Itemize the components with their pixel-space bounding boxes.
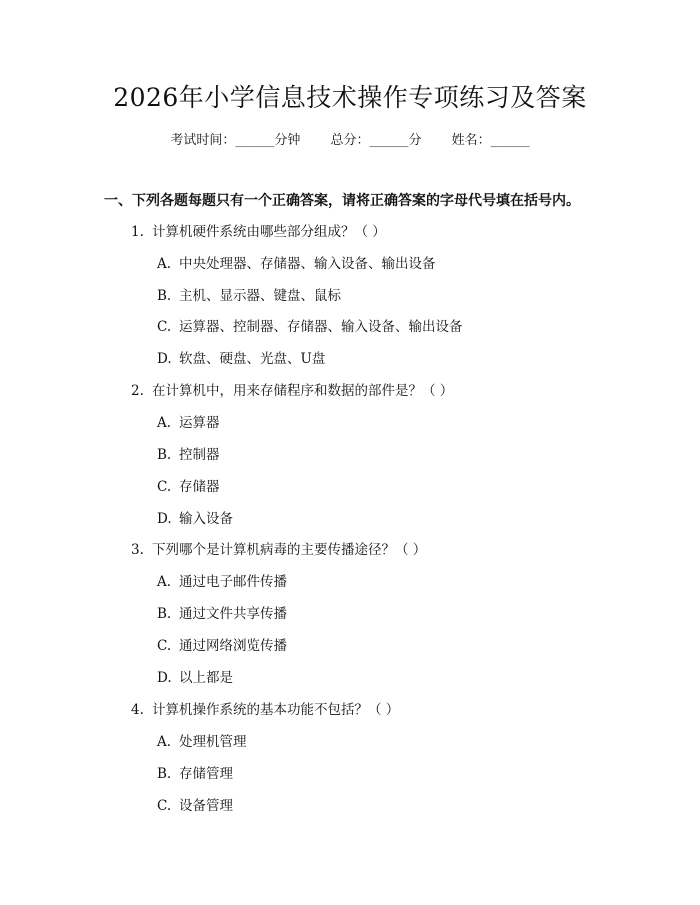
option-text: 通过网络浏览传播 <box>179 638 287 654</box>
option-text: 运算器 <box>179 415 220 431</box>
option-text: 设备管理 <box>179 798 233 814</box>
question-3-option-b <box>157 604 287 624</box>
question-text: 计算机硬件系统由哪些部分组成？（ ） <box>152 224 386 240</box>
question-1-option-b <box>157 286 341 306</box>
question-4-option-b <box>157 764 233 784</box>
option-text: 软盘、硬盘、光盘、U盘 <box>179 351 326 367</box>
question-3-option-a <box>157 572 287 592</box>
option-text: 存储管理 <box>179 766 233 782</box>
option-letter: A. <box>157 256 172 272</box>
option-letter: D. <box>157 670 172 686</box>
question-3-option-d <box>157 668 233 688</box>
question-1 <box>131 222 386 242</box>
option-text: 通过文件共享传播 <box>179 606 287 622</box>
total-score-field: 总分：______分 <box>330 133 422 148</box>
option-text: 存储器 <box>179 479 220 495</box>
question-1-option-a <box>157 254 436 274</box>
option-text: 以上都是 <box>179 670 233 686</box>
question-3-option-c <box>157 636 287 656</box>
exam-time-field: 考试时间：______分钟 <box>170 133 301 148</box>
option-text: 主机、显示器、键盘、鼠标 <box>179 288 341 304</box>
option-text: 运算器、控制器、存储器、输入设备、输出设备 <box>179 319 463 335</box>
question-number: 1. <box>131 224 144 240</box>
option-text: 控制器 <box>179 447 220 463</box>
question-3 <box>131 540 426 560</box>
option-letter: C. <box>157 798 172 814</box>
question-4-option-c <box>157 796 233 816</box>
page-title: 2026年小学信息技术操作专项练习及答案 <box>113 83 587 112</box>
question-4 <box>131 700 399 720</box>
option-letter: B. <box>157 606 172 622</box>
question-text: 计算机操作系统的基本功能不包括？（ ） <box>152 702 400 718</box>
question-2 <box>131 381 453 401</box>
option-letter: A. <box>157 574 172 590</box>
option-letter: A. <box>157 734 172 750</box>
section-heading: 一、下列各题每题只有一个正确答案，请将正确答案的字母代号填在括号内。 <box>104 193 580 209</box>
option-letter: B. <box>157 288 172 304</box>
question-4-option-a <box>157 732 247 752</box>
question-text: 下列哪个是计算机病毒的主要传播途径？（ ） <box>152 542 427 558</box>
question-number: 3. <box>131 542 144 558</box>
question-number: 2. <box>131 383 144 399</box>
question-2-option-d <box>157 509 233 529</box>
option-letter: B. <box>157 447 172 463</box>
option-letter: B. <box>157 766 172 782</box>
question-1-option-c <box>157 317 463 337</box>
question-number: 4. <box>131 702 144 718</box>
option-text: 通过电子邮件传播 <box>179 574 287 590</box>
option-letter: C. <box>157 638 172 654</box>
option-text: 处理机管理 <box>179 734 247 750</box>
student-name-field: 姓名：______ <box>451 133 530 148</box>
question-1-option-d <box>157 349 325 369</box>
option-letter: D. <box>157 511 172 527</box>
question-2-option-c <box>157 477 220 497</box>
option-letter: D. <box>157 351 172 367</box>
option-text: 中央处理器、存储器、输入设备、输出设备 <box>179 256 436 272</box>
question-2-option-b <box>157 445 220 465</box>
question-2-option-a <box>157 413 220 433</box>
option-letter: A. <box>157 415 172 431</box>
option-text: 输入设备 <box>179 511 233 527</box>
exam-info <box>0 131 700 151</box>
question-text: 在计算机中，用来存储程序和数据的部件是？（ ） <box>152 383 454 399</box>
option-letter: C. <box>157 479 172 495</box>
option-letter: C. <box>157 319 172 335</box>
